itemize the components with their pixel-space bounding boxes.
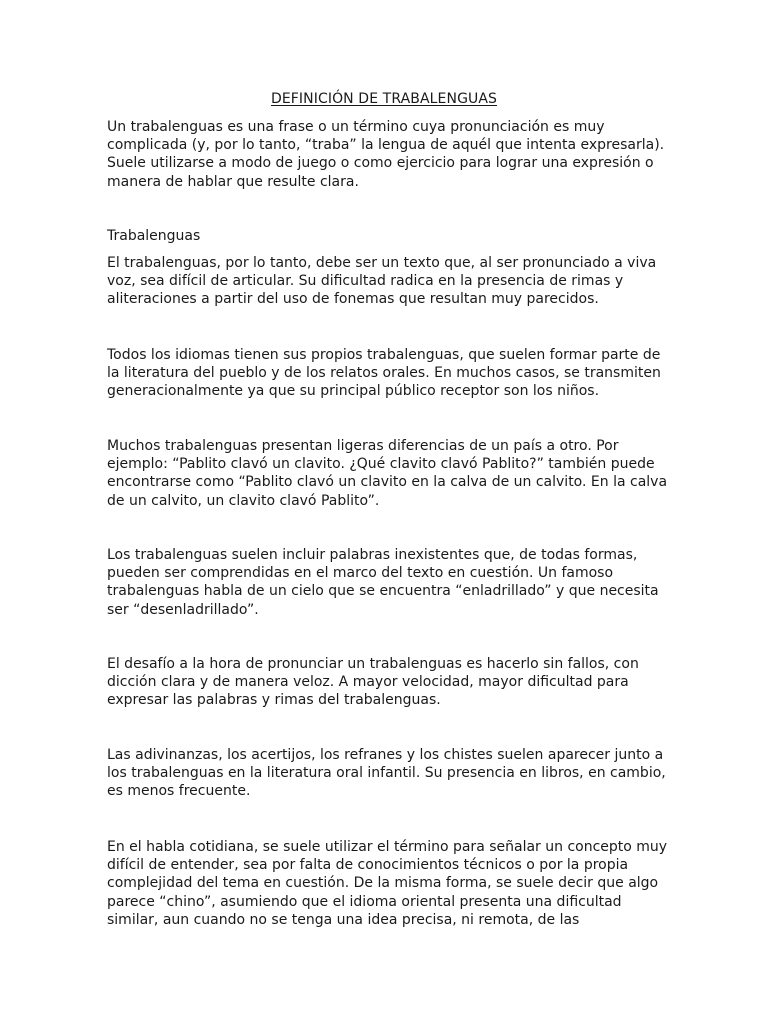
text-line: difícil de entender, sea por falta de conocimientos técnicos o por la propia — [107, 857, 629, 874]
text-line: Las adivinanzas, los acertijos, los refranes y los chistes suelen aparecer junto a — [107, 747, 664, 763]
paragraph-everyday-speech — [107, 838, 667, 929]
text-line: de un calvito, un clavito clavó Pablito”. — [107, 492, 380, 509]
section-heading-trabalenguas — [107, 227, 667, 245]
text-line: pueden ser comprendidas en el marco del texto en cuestión. Un famoso — [107, 565, 614, 582]
text-line: Los trabalenguas suelen incluir palabras inexistentes que, de todas formas, — [107, 547, 638, 563]
text-line: manera de hablar que resulte clara. — [107, 173, 359, 190]
text-line: complejidad del tema en cuestión. De la misma forma, se suele decir que algo — [107, 875, 659, 892]
text-line: expresar las palabras y rimas del trabalenguas. — [107, 692, 441, 709]
paragraph-languages — [107, 346, 667, 401]
text-line: voz, sea difícil de articular. Su dificultad radica en la presencia de rimas y — [107, 273, 624, 290]
paragraph-oral-literature — [107, 746, 667, 801]
text-line: aliteraciones a partir del uso de fonemas que resultan muy parecidos. — [107, 291, 599, 308]
text-line: los trabalenguas en la literatura oral infantil. Su presencia en libros, en cambio, — [107, 765, 666, 782]
text-line: la literatura del pueblo y de los relatos orales. En muchos casos, se transmiten — [107, 365, 661, 382]
paragraph-challenge — [107, 655, 667, 710]
text-line: complicada (y, por lo tanto, “traba” la lengua de aquél que intenta expresarla). — [107, 137, 665, 154]
text-line: Muchos trabalenguas presentan ligeras diferencias de un país a otro. Por — [107, 438, 619, 454]
text-line: Trabalenguas — [107, 228, 201, 244]
paragraph-variations — [107, 437, 667, 510]
text-line: encontrarse como “Pablito clavó un clavito en la calva de un calvito. En la calva — [107, 474, 668, 491]
text-line: dicción clara y de manera veloz. A mayor velocidad, mayor dificultad para — [107, 674, 629, 691]
text-line: generacionalmente ya que su principal público receptor son los niños. — [107, 383, 600, 400]
text-line: El trabalenguas, por lo tanto, debe ser un texto que, al ser pronunciado a viva — [107, 255, 657, 271]
text-line: ejemplo: “Pablito clavó un clavito. ¿Qué clavito clavó Pablito?” también puede — [107, 456, 655, 473]
text-line: similar, aun cuando no se tenga una idea precisa, ni remota, de las — [107, 911, 580, 928]
text-line: Todos los idiomas tienen sus propios trabalenguas, que suelen formar parte de — [107, 347, 661, 363]
text-line: parece “chino”, asumiendo que el idioma oriental presenta una dificultad — [107, 893, 622, 910]
paragraph-articulation — [107, 254, 667, 309]
text-line: El desafío a la hora de pronunciar un trabalenguas es hacerlo sin fallos, con — [107, 656, 639, 672]
text-line: trabalenguas habla de un cielo que se encuentra “enladrillado” y que necesita — [107, 583, 659, 600]
paragraph-definition — [107, 118, 667, 191]
text-line: ser “desenladrillado”. — [107, 601, 259, 618]
document-title: DEFINICIÓN DE TRABALENGUAS — [270, 91, 498, 107]
text-line: En el habla cotidiana, se suele utilizar el término para señalar un concepto muy — [107, 839, 668, 855]
text-line: es menos frecuente. — [107, 783, 251, 800]
text-line: Suele utilizarse a modo de juego o como ejercicio para lograr una expresión o — [107, 155, 654, 172]
paragraph-invented-words — [107, 546, 667, 619]
text-line: Un trabalenguas es una frase o un término cuya pronunciación es muy — [107, 119, 605, 135]
